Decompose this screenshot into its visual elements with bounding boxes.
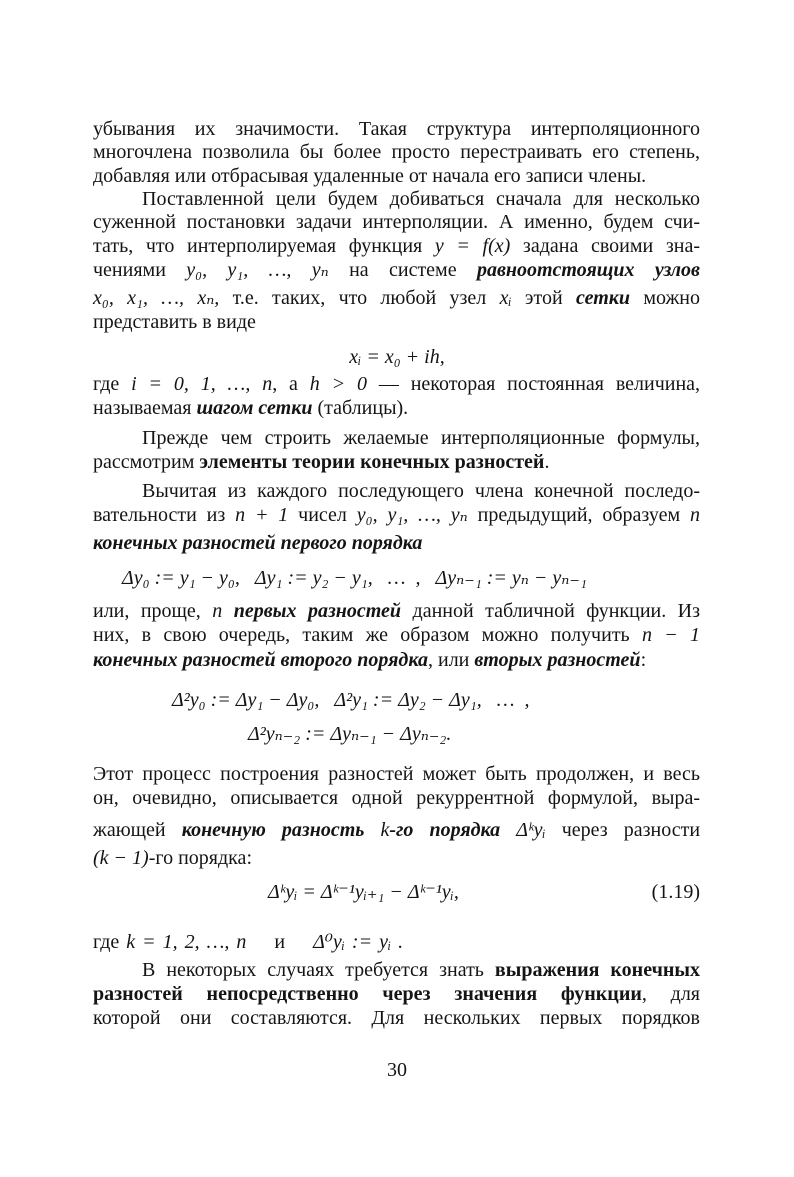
text-line [93, 426, 700, 450]
text: этой [524, 287, 563, 309]
text-line [93, 846, 700, 870]
term: элементы теории конечных разностей [199, 451, 545, 473]
text: — некоторая постоянная величина, [378, 373, 701, 395]
text: чениями [93, 259, 166, 281]
text-line [93, 958, 700, 982]
formula-1-19 [268, 878, 700, 906]
equation-number: (1.19) [651, 881, 700, 903]
term: разностей непосредственно через значения функции [93, 983, 642, 1005]
term: шагом сетки [196, 397, 313, 419]
term: конечных разностей первого порядка [93, 532, 423, 554]
math: (k − 1) [93, 847, 149, 869]
text: и [274, 931, 286, 953]
formula: xᵢ = x₀ + ih, [349, 346, 445, 368]
text-line [93, 786, 700, 810]
term: равноотстоящих узлов [476, 259, 700, 281]
text: Этот процесс построения разностей может быть продолжен, и весь [93, 763, 700, 785]
text-line [93, 396, 700, 420]
text: предыдущий, образуем [477, 504, 681, 526]
text: В некоторых случаях требуется знать [142, 959, 484, 981]
math: k [380, 819, 390, 841]
math: xᵢ [499, 287, 512, 309]
text: добавляя или отбрасывая удаленные от начала его записи члены. [93, 165, 647, 187]
text: (таблицы). [317, 397, 409, 419]
text-line [93, 117, 700, 141]
text: можно [643, 287, 701, 309]
text: чисел [298, 504, 347, 526]
text: Вычитая из каждого последующего члена конечной последо- [142, 480, 700, 502]
formula: Δ²y₀ := Δy₁ − Δy₀, Δ²y₁ := Δy₂ − Δy₁, … , [172, 689, 530, 711]
text: на системе [349, 259, 457, 281]
text: жающей [93, 819, 166, 841]
text: представить в виде [93, 311, 256, 333]
text-line [93, 164, 700, 188]
text: Прежде чем строить желаемые интерполяционные формулы, [142, 427, 700, 449]
text: убывания их значимости. Такая структура интерполяционного [93, 118, 700, 140]
math: h > 0 [309, 373, 367, 395]
term: выражения конечных [494, 959, 700, 981]
text: или, проще, [93, 600, 201, 622]
formula: Δᵏyᵢ = Δᵏ⁻¹yᵢ₊₁ − Δᵏ⁻¹yᵢ, [268, 881, 459, 903]
text-line [93, 286, 700, 310]
text-line [93, 1006, 700, 1030]
text-line [93, 762, 700, 786]
text-line [93, 623, 700, 647]
term: вторых разностей [474, 649, 641, 671]
math: n + 1 [235, 504, 289, 526]
math: n [690, 504, 701, 526]
formula: Δ²yₙ₋₂ := Δyₙ₋₁ − Δyₙ₋₂. [248, 723, 452, 745]
text-line [93, 258, 700, 282]
text-line [93, 648, 700, 672]
math: n [212, 600, 223, 622]
text: , а [272, 373, 298, 395]
math: n − 1 [641, 624, 701, 646]
text-line [93, 479, 700, 503]
text-line [93, 234, 700, 258]
text: через разности [561, 819, 701, 841]
text: рассмотрим [93, 451, 195, 473]
text-line [93, 372, 700, 396]
text: Поставленной цели будем добиваться сначала для несколько [142, 188, 700, 210]
text-line [93, 818, 700, 842]
text-line [93, 450, 700, 474]
page-number: 30 [387, 1059, 407, 1081]
text-line [93, 599, 700, 623]
term: сетки [575, 287, 631, 309]
text: задана своими зна- [522, 235, 700, 257]
text-line [93, 140, 700, 164]
formula: Δy₀ := y₁ − y₀, Δy₁ := y₂ − y₁, … , Δyₙ₋₁ := yₙ − yₙ₋₁ [122, 567, 587, 589]
text: многочлена позволила бы более просто перестраивать его степень, [93, 141, 700, 163]
term: конечную разность [181, 819, 365, 841]
text-line [93, 982, 700, 1006]
text: которой они составляются. Для нескольких первых порядков [93, 1007, 700, 1029]
text: где [93, 373, 120, 395]
text: -го порядка: [148, 847, 252, 869]
math: x₀, x₁, …, xₙ, [93, 287, 220, 309]
text-line [93, 187, 700, 211]
text-line [93, 310, 700, 334]
text: , или [427, 649, 470, 671]
term: конечных разностей второго порядка [93, 649, 428, 671]
math: i = 0, 1, …, n [131, 373, 273, 395]
math: y₀, y₁, …, yₙ [186, 259, 329, 281]
term: -го порядка [389, 819, 501, 841]
text: т.е. таких, что любой узел [232, 287, 487, 309]
math: k = 1, 2, …, n [126, 931, 247, 953]
text-line [93, 210, 700, 234]
text: них, в свою очередь, таким же образом можно получить [93, 624, 630, 646]
text: где [93, 931, 120, 953]
text: : [640, 649, 647, 671]
math: y₀, y₁, …, yₙ [356, 504, 468, 526]
text-line [93, 503, 700, 527]
text: называемая [93, 397, 192, 419]
text: вательности из [93, 504, 226, 526]
text-line [93, 930, 700, 954]
math: Δᵏyᵢ [516, 819, 546, 841]
math: Δ⁰yᵢ := yᵢ . [313, 931, 404, 953]
term: первых разностей [233, 600, 402, 622]
text-line [93, 531, 700, 555]
text: он, очевидно, описывается одной рекуррентной формулой, выра- [93, 787, 700, 809]
text: тать, что интерполируемая функция [93, 235, 423, 257]
text: суженной постановки задачи интерполяции. А именно, будем счи- [93, 211, 700, 233]
text: данной табличной функции. Из [412, 600, 701, 622]
text: . [544, 451, 550, 473]
text: , для [641, 983, 700, 1005]
math: y = f(x) [434, 235, 511, 257]
